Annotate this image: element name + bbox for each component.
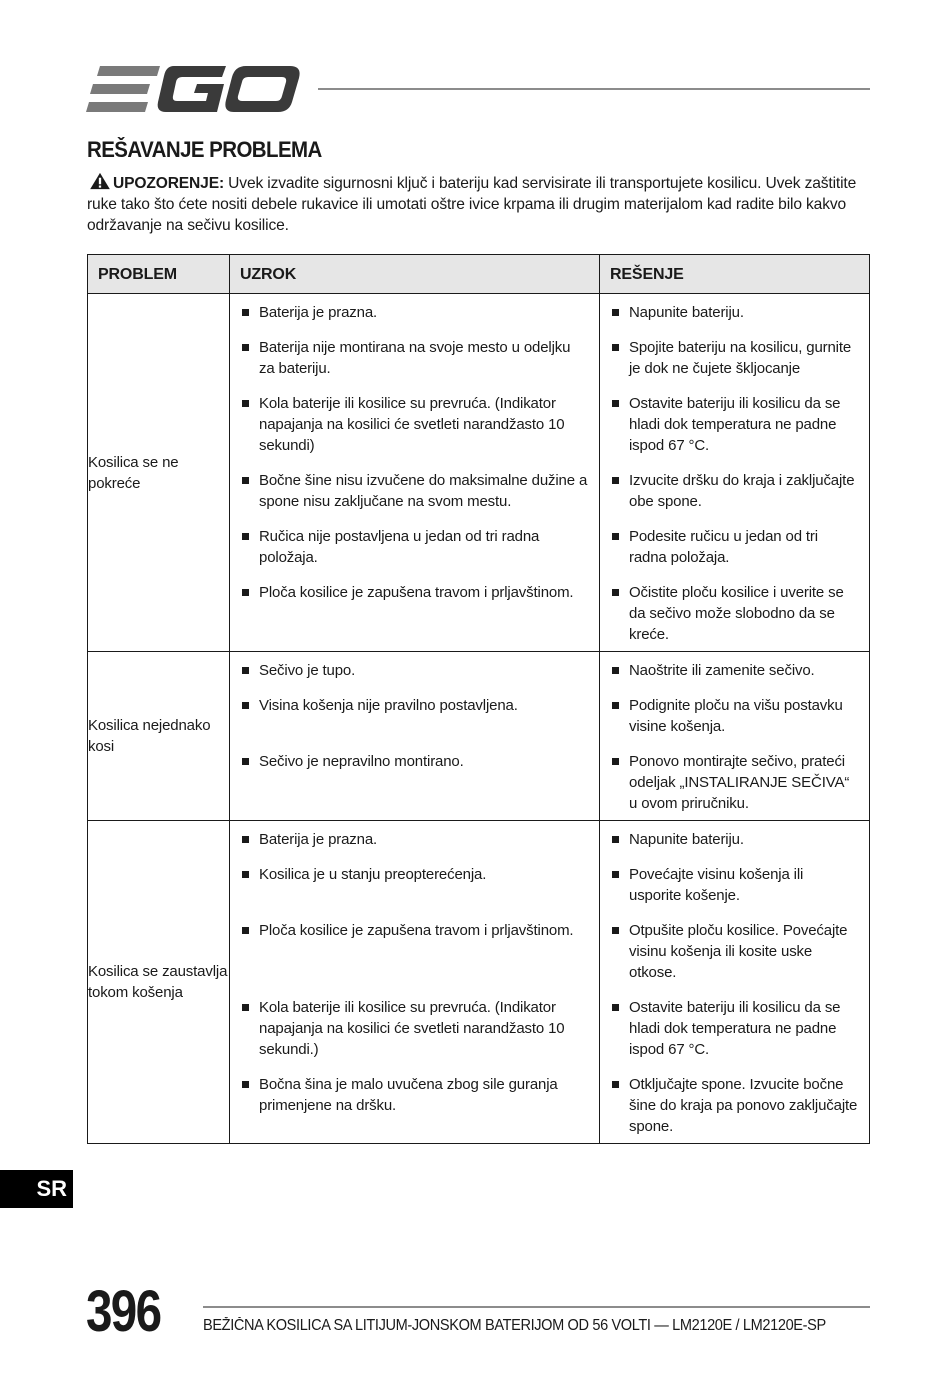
language-tab: SR [0, 1170, 73, 1208]
solution-list [600, 821, 869, 1143]
solution-item: Otpušite ploču kosilice. Povećajte visinu košenja ili kosite uske otkose. [600, 920, 869, 983]
warning-paragraph [87, 172, 877, 236]
header-cause: UZROK [230, 255, 600, 294]
ego-logo [86, 64, 300, 114]
header-solution: REŠENJE [600, 255, 870, 294]
cause-list [230, 652, 599, 820]
section-title: REŠAVANJE PROBLEMA [87, 137, 322, 162]
cause-item: Kosilica je u stanju preopterećenja. [230, 864, 599, 906]
solution-list [600, 294, 869, 651]
problem-cell: Kosilica se zaustavlja tokom košenja [88, 821, 230, 1144]
cause-cell [230, 294, 600, 652]
solution-cell [600, 294, 870, 652]
table-row [88, 821, 870, 1144]
footer-rule [203, 1306, 870, 1308]
solution-item: Otključajte spone. Izvucite bočne šine do kraja pa ponovo zaključajte spone. [600, 1074, 869, 1137]
header-problem: PROBLEM [88, 255, 230, 294]
cause-item: Sečivo je tupo. [230, 660, 599, 681]
solution-item: Podignite ploču na višu postavku visine košenja. [600, 695, 869, 737]
cause-item: Ploča kosilice je zapušena travom i prljavštinom. [230, 582, 599, 645]
cause-item: Ručica nije postavljena u jedan od tri radna položaja. [230, 526, 599, 568]
cause-item: Sečivo je nepravilno montirano. [230, 751, 599, 814]
header-rule [318, 88, 870, 90]
cause-item: Baterija nije montirana na svoje mesto u odeljku za bateriju. [230, 337, 599, 379]
solution-item: Ponovo montirajte sečivo, prateći odeljak „INSTALIRANJE SEČIVA“ u ovom priručniku. [600, 751, 869, 814]
cause-item: Visina košenja nije pravilno postavljena. [230, 695, 599, 737]
troubleshooting-table [87, 254, 870, 1144]
problem-cell: Kosilica se ne pokreće [88, 294, 230, 652]
solution-item: Podesite ručicu u jedan od tri radna položaja. [600, 526, 869, 568]
warning-text: Uvek izvadite sigurnosni ključ i bateriju kad servisirate ili transportujete kosilicu. Uvek zaštitite ruke tako što ćete nositi debele rukavice ili umotati oštre ivice krpama ili drugim materijalom kad radite bilo kakvo održavanje na sečivu kosilice. [87, 175, 857, 234]
solution-item: Napunite bateriju. [600, 302, 869, 323]
solution-item: Naoštrite ili zamenite sečivo. [600, 660, 869, 681]
page-number: 396 [86, 1279, 161, 1344]
solution-list [600, 652, 869, 820]
solution-cell [600, 652, 870, 821]
solution-item: Povećajte visinu košenja ili usporite košenje. [600, 864, 869, 906]
problem-cell: Kosilica nejednako kosi [88, 652, 230, 821]
cause-item: Kola baterije ili kosilice su prevruća. (Indikator napajanja na kosilici će svetleti narandžasto 10 sekundi) [230, 393, 599, 456]
solution-item: Spojite bateriju na kosilicu, gurnite je dok ne čujete škljocanje [600, 337, 869, 379]
warning-label: UPOZORENJE: [113, 175, 224, 192]
cause-item: Baterija je prazna. [230, 302, 599, 323]
cause-cell [230, 652, 600, 821]
cause-item: Kola baterije ili kosilice su prevruća. (Indikator napajanja na kosilici će svetleti narandžasto 10 sekundi.) [230, 997, 599, 1060]
solution-item: Napunite bateriju. [600, 829, 869, 850]
cause-item: Bočna šina je malo uvučena zbog sile guranja primenjene na dršku. [230, 1074, 599, 1137]
table-row [88, 652, 870, 821]
solution-item: Ostavite bateriju ili kosilicu da se hladi dok temperatura ne padne ispod 67 °C. [600, 997, 869, 1060]
solution-item: Izvucite dršku do kraja i zaključajte obe spone. [600, 470, 869, 512]
cause-list [230, 294, 599, 651]
cause-item: Bočne šine nisu izvučene do maksimalne dužine a spone nisu zaključane na svom mestu. [230, 470, 599, 512]
solution-item: Očistite ploču kosilice i uverite se da sečivo može slobodno da se kreće. [600, 582, 869, 645]
solution-cell [600, 821, 870, 1144]
cause-item: Baterija je prazna. [230, 829, 599, 850]
footer-title: BEŽIČNA KOSILICA SA LITIJUM-JONSKOM BATERIJOM OD 56 VOLTI — LM2120E / LM2120E-SP [203, 1317, 826, 1334]
warning-triangle-icon [87, 172, 113, 190]
table-header-row [88, 255, 870, 294]
table-body [88, 294, 870, 1144]
table-row [88, 294, 870, 652]
solution-item: Ostavite bateriju ili kosilicu da se hladi dok temperatura ne padne ispod 67 °C. [600, 393, 869, 456]
cause-item: Ploča kosilice je zapušena travom i prljavštinom. [230, 920, 599, 983]
cause-list [230, 821, 599, 1143]
cause-cell [230, 821, 600, 1144]
